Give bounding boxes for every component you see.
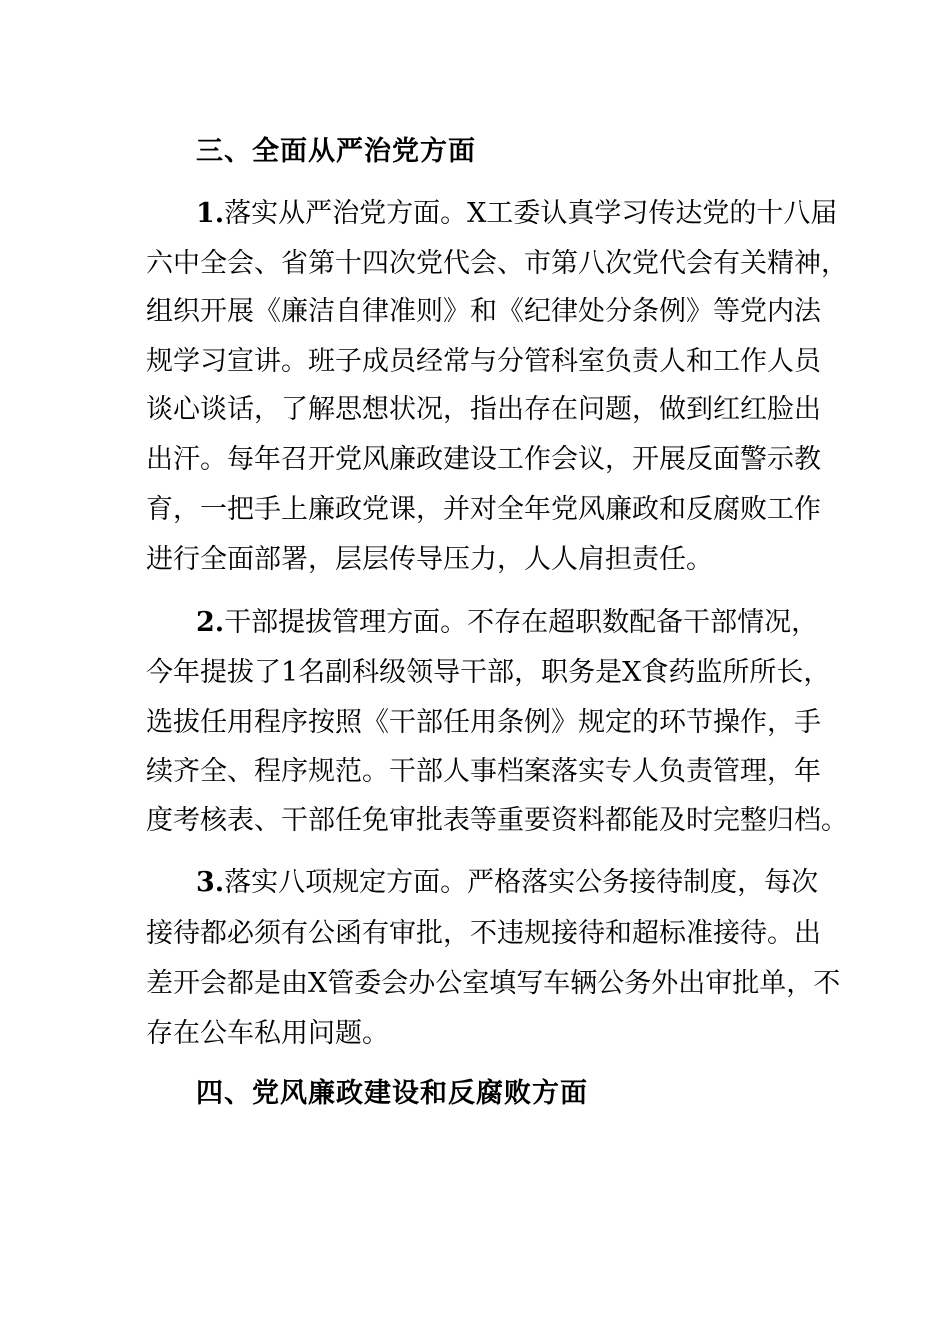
paragraph-2-text: 干部提拔管理方面。不存在超职数配备干部情况， [224, 607, 819, 638]
section-heading-4: 四、党风廉政建设和反腐败方面 [196, 1078, 588, 1109]
paragraph-3-line-1 [196, 865, 819, 901]
paragraph-3-text: 落实八项规定方面。严格落实公务接待制度，每次 [224, 867, 819, 898]
section-heading-3: 三、全面从严治党方面 [196, 136, 476, 167]
paragraph-3-line-2: 接待都必须有公函有审批，不违规接待和超标准接待。出 [146, 918, 821, 949]
paragraph-2-line-3: 选拔任用程序按照《干部任用条例》规定的环节操作，手 [146, 707, 821, 738]
paragraph-1-line-6: 出汗。每年召开党风廉政建设工作会议，开展反面警示教 [146, 444, 821, 475]
paragraph-1-text: 落实从严治党方面。X工委认真学习传达党的十八届 [224, 198, 838, 229]
paragraph-1-line-5: 谈心谈话，了解思想状况，指出存在问题，做到红红脸出 [146, 394, 821, 425]
paragraph-1-line-7: 育，一把手上廉政党课，并对全年党风廉政和反腐败工作 [146, 494, 821, 525]
paragraph-1-line-2: 六中全会、省第十四次党代会、市第八次党代会有关精神， [146, 248, 848, 279]
paragraph-1-line-4: 规学习宣讲。班子成员经常与分管科室负责人和工作人员 [146, 346, 821, 377]
paragraph-1-number: 1. [196, 198, 225, 229]
paragraph-3-number: 3. [196, 867, 225, 898]
paragraph-1-line-3: 组织开展《廉洁自律准则》和《纪律处分条例》等党内法 [146, 296, 821, 327]
paragraph-2-line-2: 今年提拔了1名副科级领导干部，职务是X食药监所所长， [146, 657, 831, 688]
paragraph-3-line-4: 存在公车私用问题。 [146, 1018, 389, 1049]
paragraph-1-line-1 [196, 196, 838, 232]
paragraph-2-line-1 [196, 605, 819, 641]
paragraph-2-line-4: 续齐全、程序规范。干部人事档案落实专人负责管理，年 [146, 756, 821, 787]
paragraph-2-number: 2. [196, 607, 225, 638]
paragraph-3-line-3: 差开会都是由X管委会办公室填写车辆公务外出审批单，不 [146, 968, 841, 999]
paragraph-2-line-5: 度考核表、干部任免审批表等重要资料都能及时完整归档。 [146, 805, 848, 836]
paragraph-1-line-8: 进行全面部署，层层传导压力，人人肩担责任。 [146, 544, 713, 575]
